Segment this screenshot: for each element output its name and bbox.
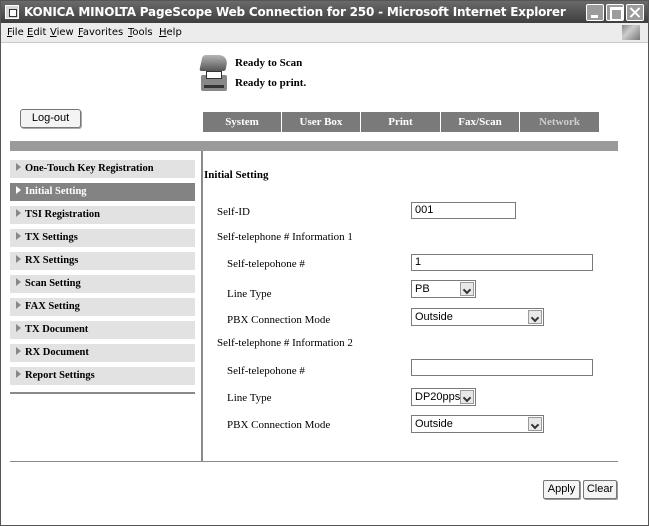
page-title: Initial Setting bbox=[204, 169, 269, 181]
group2-phone-label: Self-telepohone # bbox=[227, 365, 305, 377]
arrow-right-icon bbox=[16, 255, 21, 263]
scanner-icon bbox=[199, 55, 228, 71]
close-icon[interactable] bbox=[626, 4, 644, 21]
sidebar-item-tx-settings[interactable] bbox=[10, 229, 195, 247]
group2-phone-input[interactable] bbox=[411, 359, 593, 376]
menu-bar bbox=[1, 23, 648, 43]
sidebar-item-one-touch-key-registration[interactable] bbox=[10, 160, 195, 178]
group2-pbx-label: PBX Connection Mode bbox=[227, 419, 331, 431]
menu-favorites[interactable]: Favorites bbox=[78, 27, 124, 38]
tab-user-box[interactable]: User Box bbox=[282, 112, 361, 132]
sidebar-divider bbox=[10, 392, 195, 394]
chevron-down-icon[interactable] bbox=[460, 282, 474, 296]
group1-pbx-value: Outside bbox=[415, 311, 453, 323]
menu-view[interactable]: View bbox=[50, 27, 74, 38]
ie-window-icon[interactable] bbox=[5, 5, 19, 19]
sidebar-item-label: Report Settings bbox=[25, 370, 95, 381]
group1-phone-label: Self-telepohone # bbox=[227, 258, 305, 270]
group2-line-type-label: Line Type bbox=[227, 392, 272, 404]
sidebar-item-label: RX Settings bbox=[25, 255, 79, 266]
title-bar bbox=[1, 1, 648, 23]
header-divider bbox=[10, 141, 618, 151]
scan-status-text: Ready to Scan bbox=[235, 57, 303, 69]
group2-title: Self-telephone # Information 2 bbox=[217, 337, 353, 349]
sidebar-item-label: TX Document bbox=[25, 324, 89, 335]
minimize-icon[interactable] bbox=[586, 4, 604, 21]
arrow-right-icon bbox=[16, 163, 21, 171]
sidebar-item-tx-document[interactable] bbox=[10, 321, 195, 339]
sidebar bbox=[10, 160, 195, 390]
sidebar-item-label: Scan Setting bbox=[25, 278, 81, 289]
sidebar-item-tsi-registration[interactable] bbox=[10, 206, 195, 224]
sidebar-item-label: One-Touch Key Registration bbox=[25, 163, 154, 174]
group1-line-type-label: Line Type bbox=[227, 288, 272, 300]
sidebar-item-label: TX Settings bbox=[25, 232, 78, 243]
tab-fax-scan[interactable]: Fax/Scan bbox=[441, 112, 520, 132]
arrow-right-icon bbox=[16, 278, 21, 286]
group2-line-type-select[interactable] bbox=[411, 388, 476, 406]
chevron-down-icon[interactable] bbox=[460, 390, 474, 404]
sidebar-item-label: TSI Registration bbox=[25, 209, 100, 220]
menu-help[interactable]: Help bbox=[159, 27, 182, 38]
group2-pbx-value: Outside bbox=[415, 418, 453, 430]
group1-title: Self-telephone # Information 1 bbox=[217, 231, 353, 243]
group2-pbx-select[interactable] bbox=[411, 415, 544, 433]
main-tabs bbox=[203, 112, 600, 132]
group1-pbx-label: PBX Connection Mode bbox=[227, 314, 331, 326]
sidebar-item-rx-settings[interactable] bbox=[10, 252, 195, 270]
arrow-right-icon bbox=[16, 232, 21, 240]
clear-button[interactable]: Clear bbox=[583, 480, 617, 499]
arrow-right-icon bbox=[16, 209, 21, 217]
device-status bbox=[201, 53, 306, 93]
sidebar-item-report-settings[interactable] bbox=[10, 367, 195, 385]
arrow-right-icon bbox=[16, 370, 21, 378]
sidebar-item-scan-setting[interactable] bbox=[10, 275, 195, 293]
content-divider-vertical bbox=[201, 151, 203, 461]
window-title: KONICA MINOLTA PageScope Web Connection for 250 - Microsoft Internet Explorer bbox=[24, 5, 566, 19]
chevron-down-icon[interactable] bbox=[528, 417, 542, 431]
sidebar-item-label: FAX Setting bbox=[25, 301, 80, 312]
menu-tools[interactable]: Tools bbox=[128, 27, 153, 38]
footer-divider bbox=[10, 461, 618, 462]
group1-line-type-select[interactable] bbox=[411, 280, 476, 298]
sidebar-item-label: Initial Setting bbox=[25, 186, 87, 197]
arrow-right-icon bbox=[16, 186, 21, 194]
self-id-label: Self-ID bbox=[217, 206, 250, 218]
sidebar-item-initial-setting[interactable] bbox=[10, 183, 195, 201]
menu-file[interactable]: File bbox=[7, 27, 24, 38]
logout-button[interactable]: Log-out bbox=[20, 109, 81, 128]
sidebar-item-label: RX Document bbox=[25, 347, 89, 358]
menu-edit[interactable]: Edit bbox=[27, 27, 47, 38]
tab-network: Network bbox=[520, 112, 600, 132]
group1-line-type-value: PB bbox=[415, 283, 430, 295]
arrow-right-icon bbox=[16, 301, 21, 309]
arrow-right-icon bbox=[16, 324, 21, 332]
tab-print[interactable]: Print bbox=[361, 112, 441, 132]
self-id-input[interactable]: 001 bbox=[411, 202, 516, 219]
printer-icon bbox=[201, 75, 227, 91]
group1-phone-input[interactable]: 1 bbox=[411, 254, 593, 271]
scan-status bbox=[201, 53, 306, 73]
group2-line-type-value: DP20pps bbox=[415, 391, 461, 403]
sidebar-item-rx-document[interactable] bbox=[10, 344, 195, 362]
arrow-right-icon bbox=[16, 347, 21, 355]
maximize-icon[interactable] bbox=[606, 4, 624, 21]
chevron-down-icon[interactable] bbox=[528, 310, 542, 324]
apply-button[interactable]: Apply bbox=[543, 480, 580, 499]
windows-logo-icon bbox=[622, 25, 640, 40]
sidebar-item-fax-setting[interactable] bbox=[10, 298, 195, 316]
print-status-text: Ready to print. bbox=[235, 77, 307, 89]
print-status bbox=[201, 73, 306, 93]
tab-system[interactable]: System bbox=[203, 112, 282, 132]
group1-pbx-select[interactable] bbox=[411, 308, 544, 326]
